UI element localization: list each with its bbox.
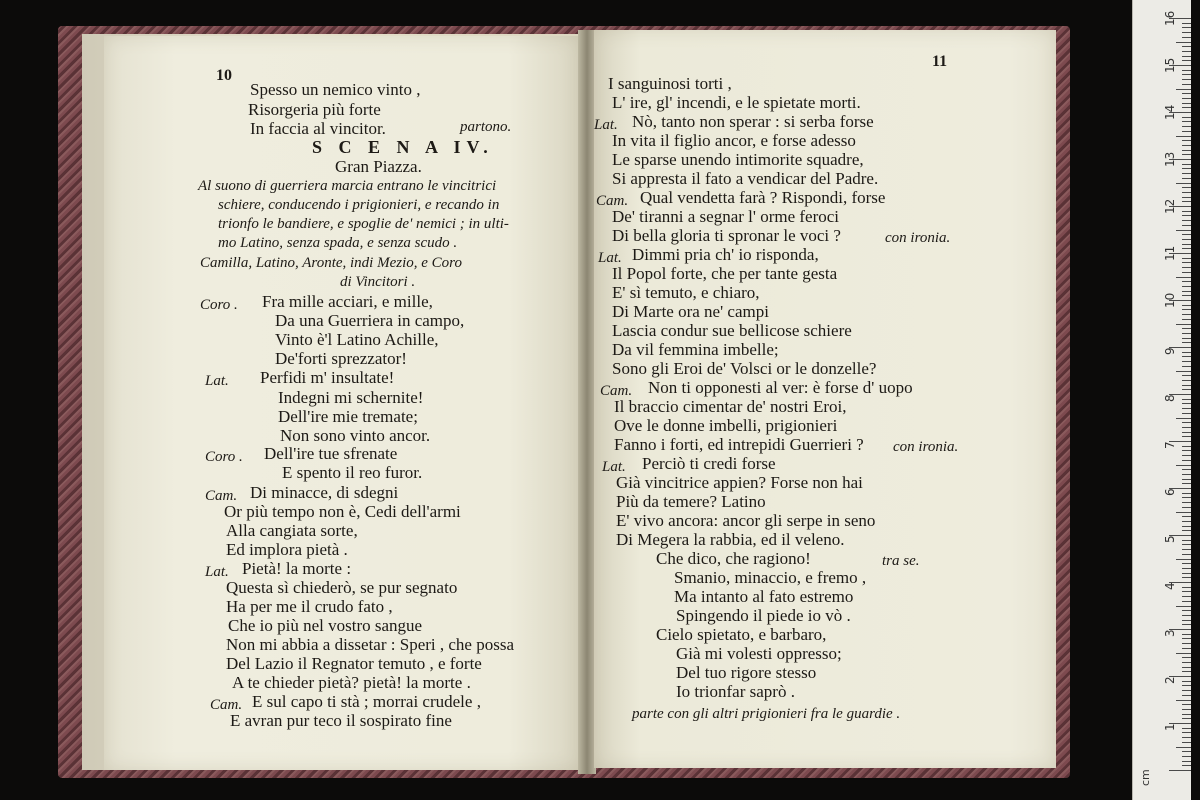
- ruler-tick: [1182, 399, 1191, 400]
- ruler-tick: [1182, 295, 1191, 296]
- ruler-tick: [1182, 98, 1191, 99]
- ruler-tick: [1182, 507, 1191, 508]
- ruler-number: 1: [1163, 723, 1177, 731]
- ruler-tick: [1182, 544, 1191, 545]
- ruler-tick: [1182, 497, 1191, 498]
- scene-location: Gran Piazza.: [335, 157, 422, 176]
- ruler-number: 13: [1163, 151, 1177, 167]
- speaker-label: Lat.: [594, 117, 618, 133]
- verse-line: Del tuo rigore stesso: [676, 663, 817, 682]
- ruler-tick: [1182, 502, 1191, 503]
- verse-line: Fanno i forti, ed intrepidi Guerrieri ?: [614, 435, 864, 454]
- verse-line: In faccia al vincitor.: [250, 119, 386, 138]
- ruler-tick: [1182, 474, 1191, 475]
- ruler-tick: [1182, 610, 1191, 611]
- ruler-tick: [1182, 587, 1191, 588]
- verse-line: Perciò ti credi forse: [642, 454, 776, 473]
- verse-line: De' tiranni a segnar l' orme feroci: [612, 207, 840, 226]
- ruler-tick: [1176, 42, 1191, 43]
- verse-line: A te chieder pietà? pietà! la morte .: [232, 673, 471, 692]
- speaker-label: Cam.: [210, 697, 243, 713]
- stage-direction: con ironia.: [885, 230, 951, 246]
- stage-direction: trionfo le bandiere, e spoglie de' nemici ; in ulti-: [218, 216, 509, 232]
- ruler-tick: [1182, 596, 1191, 597]
- measuring-ruler: [1132, 0, 1191, 800]
- verse-line: Ed implora pietà .: [226, 540, 348, 559]
- ruler-tick: [1182, 32, 1191, 33]
- ruler-tick: [1182, 291, 1191, 292]
- verse-line: Già mi volesti oppresso;: [676, 644, 842, 663]
- ruler-tick: [1182, 483, 1191, 484]
- ruler-tick: [1182, 591, 1191, 592]
- ruler-number: 10: [1163, 292, 1177, 308]
- verse-line: Dell'ire tue sfrenate: [264, 444, 398, 463]
- ruler-tick: [1182, 187, 1191, 188]
- ruler-tick: [1182, 197, 1191, 198]
- ruler-tick: [1182, 131, 1191, 132]
- ruler-tick: [1182, 225, 1191, 226]
- ruler-tick: [1182, 751, 1191, 752]
- ruler-tick: [1182, 737, 1191, 738]
- page-number: 10: [216, 67, 232, 84]
- ruler-tick: [1182, 634, 1191, 635]
- ruler-tick: [1182, 356, 1191, 357]
- ruler-tick: [1176, 230, 1191, 231]
- ruler-tick: [1182, 657, 1191, 658]
- verse-line: Ma intanto al fato estremo: [674, 587, 854, 606]
- ruler-tick: [1182, 526, 1191, 527]
- verse-line: In vita il figlio ancor, e forse adesso: [612, 131, 856, 150]
- ruler-tick: [1182, 422, 1191, 423]
- ruler-tick: [1182, 615, 1191, 616]
- ruler-tick: [1182, 262, 1191, 263]
- ruler-tick: [1182, 375, 1191, 376]
- verse-line: Non sono vinto ancor.: [280, 426, 431, 445]
- ruler-tick: [1182, 756, 1191, 757]
- speaker-label: Coro .: [200, 297, 238, 313]
- verse-line: Dell'ire mie tremate;: [278, 407, 418, 426]
- scene-heading: S C E N A IV.: [312, 137, 494, 157]
- ruler-tick: [1182, 168, 1191, 169]
- verse-line: Già vincitrice appien? Forse non hai: [616, 473, 863, 492]
- ruler-tick: [1182, 126, 1191, 127]
- ruler-tick: [1182, 493, 1191, 494]
- speaker-label: Lat.: [602, 459, 626, 475]
- ruler-tick: [1182, 338, 1191, 339]
- verse-line: Non ti opponesti al ver: è forse d' uopo: [648, 378, 913, 397]
- ruler-tick: [1182, 648, 1191, 649]
- ruler-number: 3: [1163, 629, 1177, 637]
- ruler-tick: [1182, 366, 1191, 367]
- ruler-tick: [1182, 234, 1191, 235]
- page-number: 11: [932, 53, 948, 70]
- verse-line: Sono gli Eroi de' Volsci or le donzelle?: [612, 359, 877, 378]
- verse-line: Ove le donne imbelli, prigionieri: [614, 416, 838, 435]
- verse-line: Dimmi pria ch' io risponda,: [632, 245, 819, 264]
- ruler-tick: [1182, 258, 1191, 259]
- ruler-tick: [1182, 685, 1191, 686]
- ruler-tick: [1182, 145, 1191, 146]
- verse-line: Di Marte ora ne' campi: [612, 302, 769, 321]
- speaker-label: Cam.: [596, 193, 629, 209]
- ruler-number: 2: [1163, 676, 1177, 684]
- ruler-tick: [1182, 154, 1191, 155]
- ruler-tick: [1182, 516, 1191, 517]
- stage-direction: schiere, conducendo i prigionieri, e recando in: [218, 197, 500, 213]
- ruler-tick: [1182, 333, 1191, 334]
- ruler-tick: [1182, 215, 1191, 216]
- ruler-tick: [1182, 709, 1191, 710]
- ruler-tick: [1182, 84, 1191, 85]
- ruler-tick: [1182, 479, 1191, 480]
- ruler-tick: [1182, 765, 1191, 766]
- verse-line: Smanio, minaccio, e fremo ,: [674, 568, 867, 587]
- ruler-tick: [1182, 732, 1191, 733]
- ruler-tick: [1176, 183, 1191, 184]
- verse-line: Si appresta il fato a vendicar del Padre.: [612, 169, 879, 188]
- ruler-tick: [1182, 450, 1191, 451]
- ruler-tick: [1182, 117, 1191, 118]
- stage-direction: Al suono di guerriera marcia entrano le vincitrici: [198, 178, 497, 194]
- ruler-tick: [1182, 446, 1191, 447]
- verse-line: I sanguinosi torti ,: [608, 74, 732, 93]
- verse-line: Cielo spietato, e barbaro,: [656, 625, 827, 644]
- ruler-tick: [1182, 342, 1191, 343]
- ruler-tick: [1182, 140, 1191, 141]
- verse-line: Vinto è'l Latino Achille,: [275, 330, 439, 349]
- ruler-tick: [1176, 324, 1191, 325]
- speaker-label: Coro .: [205, 449, 243, 465]
- verse-line: Lascia condur sue bellicose schiere: [612, 321, 852, 340]
- verse-line: Da una Guerriera in campo,: [275, 311, 465, 330]
- ruler-tick: [1182, 742, 1191, 743]
- ruler-tick: [1182, 239, 1191, 240]
- verse-line: E sul capo ti stà ; morrai crudele ,: [252, 692, 481, 711]
- speaker-label: Lat.: [205, 564, 229, 580]
- ruler-tick: [1176, 89, 1191, 90]
- ruler-tick: [1182, 178, 1191, 179]
- verse-line: Perfidi m' insultate!: [260, 368, 395, 387]
- ruler-tick: [1182, 385, 1191, 386]
- ruler-tick: [1182, 319, 1191, 320]
- ruler-tick: [1182, 638, 1191, 639]
- ruler-tick: [1182, 728, 1191, 729]
- verse-line: Or più tempo non è, Cedi dell'armi: [224, 502, 461, 521]
- ruler-tick: [1182, 164, 1191, 165]
- ruler-tick: [1182, 436, 1191, 437]
- ruler-tick: [1182, 554, 1191, 555]
- ruler-tick: [1176, 418, 1191, 419]
- ruler-tick: [1182, 549, 1191, 550]
- verse-line: Questa sì chiederò, se pur segnato: [226, 578, 458, 597]
- ruler-unit-label: cm: [1139, 769, 1152, 786]
- ruler-tick: [1182, 192, 1191, 193]
- ruler-number: 5: [1163, 535, 1177, 543]
- ruler-tick: [1182, 714, 1191, 715]
- ruler-tick: [1182, 643, 1191, 644]
- ruler-tick: [1182, 93, 1191, 94]
- ruler-tick: [1182, 361, 1191, 362]
- stage-direction: parte con gli altri prigionieri fra le guardie .: [632, 706, 901, 722]
- character-list: Camilla, Latino, Aronte, indi Mezio, e Coro: [200, 255, 462, 271]
- ruler-tick: [1182, 314, 1191, 315]
- verse-line: Alla cangiata sorte,: [226, 521, 358, 540]
- ruler-tick: [1182, 403, 1191, 404]
- ruler-number: 7: [1163, 441, 1177, 449]
- ruler-tick: [1182, 173, 1191, 174]
- ruler-tick: [1182, 389, 1191, 390]
- ruler-tick: [1182, 380, 1191, 381]
- ruler-tick: [1182, 540, 1191, 541]
- ruler-tick: [1182, 620, 1191, 621]
- ruler-tick: [1182, 60, 1191, 61]
- verse-line: Di Megera la rabbia, ed il veleno.: [616, 530, 845, 549]
- verse-line: Fra mille acciari, e mille,: [262, 292, 433, 311]
- ruler-tick: [1182, 267, 1191, 268]
- ruler-tick: [1182, 272, 1191, 273]
- verse-line: Spingendo il piede io vò .: [676, 606, 851, 625]
- verse-line: Che io più nel vostro sangue: [228, 616, 423, 635]
- verse-line: Risorgeria più forte: [248, 100, 381, 119]
- verse-line: Più da temere? Latino: [616, 492, 766, 511]
- ruler-tick: [1182, 573, 1191, 574]
- ruler-tick: [1182, 79, 1191, 80]
- verse-line: Del Lazio il Regnator temuto , e forte: [226, 654, 482, 673]
- ruler-tick: [1182, 568, 1191, 569]
- ruler-tick: [1182, 690, 1191, 691]
- ruler-tick: [1182, 248, 1191, 249]
- ruler-number: 15: [1163, 57, 1177, 73]
- ruler-tick: [1182, 624, 1191, 625]
- verse-line: Qual vendetta farà ? Rispondi, forse: [640, 188, 886, 207]
- ruler-tick: [1182, 671, 1191, 672]
- character-list: di Vincitori .: [340, 274, 416, 290]
- ruler-tick: [1182, 37, 1191, 38]
- verse-line: Ha per me il crudo fato ,: [226, 597, 393, 616]
- ruler-tick: [1182, 74, 1191, 75]
- verse-line: Che dico, che ragiono!: [656, 549, 811, 568]
- ruler-tick: [1182, 413, 1191, 414]
- ruler-tick: [1169, 770, 1191, 771]
- ruler-tick: [1182, 281, 1191, 282]
- ruler-tick: [1182, 432, 1191, 433]
- speaker-label: Lat.: [598, 250, 622, 266]
- verse-line: Il Popol forte, che per tante gesta: [612, 264, 838, 283]
- speaker-label: Cam.: [205, 488, 238, 504]
- ruler-tick: [1182, 695, 1191, 696]
- ruler-tick: [1182, 427, 1191, 428]
- ruler-number: 8: [1163, 394, 1177, 402]
- ruler-tick: [1182, 469, 1191, 470]
- ruler-number: 11: [1163, 245, 1177, 261]
- ruler-tick: [1182, 718, 1191, 719]
- ruler-tick: [1176, 653, 1191, 654]
- ruler-tick: [1182, 121, 1191, 122]
- stage-direction: con ironia.: [893, 439, 959, 455]
- ruler-tick: [1182, 70, 1191, 71]
- verse-line: E' sì temuto, e chiaro,: [612, 283, 760, 302]
- ruler-tick: [1182, 577, 1191, 578]
- ruler-tick: [1182, 103, 1191, 104]
- ruler-tick: [1182, 408, 1191, 409]
- verse-line: Di bella gloria ti spronar le voci ?: [612, 226, 841, 245]
- ruler-tick: [1182, 23, 1191, 24]
- ruler-tick: [1182, 46, 1191, 47]
- ruler-tick: [1176, 512, 1191, 513]
- verse-line: De'forti sprezzator!: [275, 349, 407, 368]
- ruler-tick: [1182, 328, 1191, 329]
- verse-line: E' vivo ancora: ancor gli serpe in seno: [616, 511, 876, 530]
- verse-line: L' ire, gl' incendi, e le spietate morti.: [612, 93, 861, 112]
- verse-line: Pietà! la morte :: [242, 559, 352, 578]
- ruler-number: 9: [1163, 347, 1177, 355]
- ruler-number: 14: [1163, 104, 1177, 120]
- verse-line: Indegni mi schernite!: [278, 388, 424, 407]
- stage-direction: partono.: [460, 119, 512, 135]
- verse-line: Di minacce, di sdegni: [250, 483, 399, 502]
- ruler-number: 12: [1163, 198, 1177, 214]
- verse-line: E spento il reo furor.: [282, 463, 423, 482]
- ruler-tick: [1182, 107, 1191, 108]
- ruler-tick: [1182, 244, 1191, 245]
- ruler-tick: [1176, 606, 1191, 607]
- ruler-tick: [1182, 220, 1191, 221]
- verse-line: Nò, tanto non sperar : si serba forse: [632, 112, 874, 131]
- ruler-tick: [1182, 681, 1191, 682]
- stage-direction: tra se.: [882, 553, 920, 569]
- ruler-tick: [1182, 309, 1191, 310]
- verse-line: Le sparse unendo intimorite squadre,: [612, 150, 864, 169]
- ruler-tick: [1182, 667, 1191, 668]
- speaker-label: Lat.: [205, 373, 229, 389]
- ruler-tick: [1182, 704, 1191, 705]
- verse-line: Io trionfar saprò .: [676, 682, 795, 701]
- stage-direction: mo Latino, senza spada, e senza scudo .: [218, 235, 458, 251]
- ruler-tick: [1176, 559, 1191, 560]
- ruler-tick: [1176, 277, 1191, 278]
- verse-line: E avran pur teco il sospirato fine: [230, 711, 452, 730]
- ruler-tick: [1182, 761, 1191, 762]
- ruler-tick: [1182, 460, 1191, 461]
- ruler-tick: [1182, 352, 1191, 353]
- ruler-tick: [1176, 747, 1191, 748]
- ruler-tick: [1176, 136, 1191, 137]
- speaker-label: Cam.: [600, 383, 633, 399]
- ruler-tick: [1182, 56, 1191, 57]
- ruler-tick: [1182, 563, 1191, 564]
- ruler-number: 4: [1163, 582, 1177, 590]
- ruler-number: 16: [1163, 10, 1177, 26]
- ruler-tick: [1182, 286, 1191, 287]
- ruler-tick: [1182, 27, 1191, 28]
- ruler-tick: [1176, 465, 1191, 466]
- ruler-tick: [1182, 455, 1191, 456]
- ruler-tick: [1176, 700, 1191, 701]
- ruler-tick: [1182, 305, 1191, 306]
- ruler-tick: [1182, 150, 1191, 151]
- verse-line: Non mi abbia a dissetar : Speri , che possa: [226, 635, 514, 654]
- ruler-tick: [1182, 530, 1191, 531]
- verse-line: Il braccio cimentar de' nostri Eroi,: [614, 397, 847, 416]
- ruler-tick: [1182, 201, 1191, 202]
- ruler-number: 6: [1163, 488, 1177, 496]
- verse-line: Spesso un nemico vinto ,: [250, 80, 421, 99]
- ruler-tick: [1182, 521, 1191, 522]
- verse-line: Da vil femmina imbelle;: [612, 340, 779, 359]
- ruler-tick: [1176, 371, 1191, 372]
- ruler-tick: [1182, 211, 1191, 212]
- ruler-tick: [1182, 51, 1191, 52]
- ruler-tick: [1182, 662, 1191, 663]
- ruler-tick: [1182, 601, 1191, 602]
